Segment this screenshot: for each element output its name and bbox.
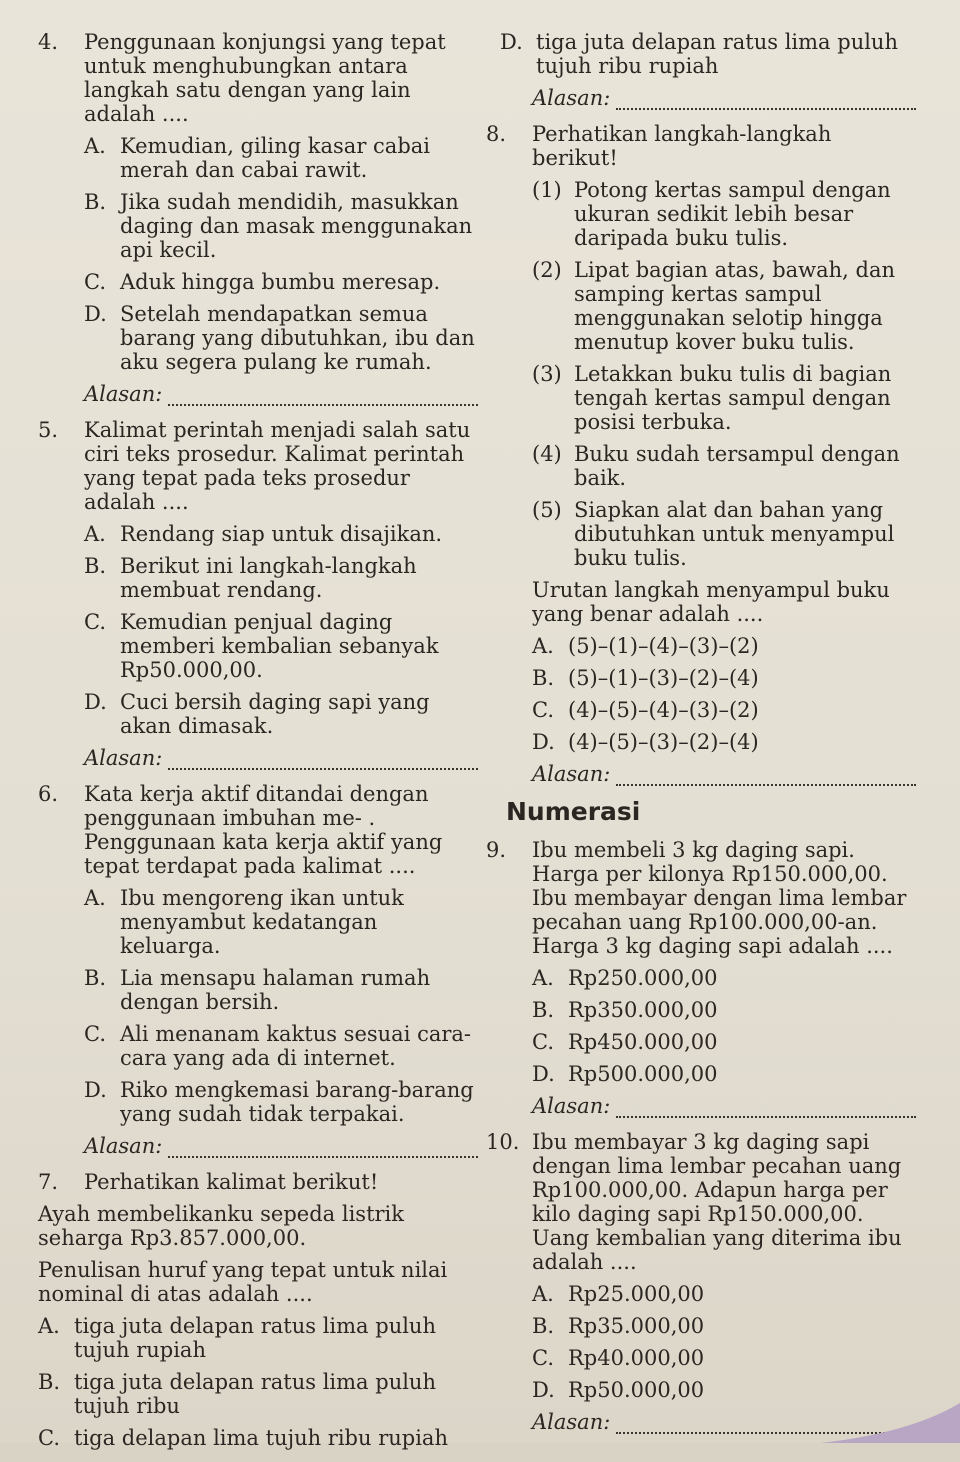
question-text: Ibu membeli 3 kg daging sapi. Harga per kilonya Rp150.000,00. Ibu membayar dengan lima lembar pecahan uang Rp100.000,00-an. Harga 3 kg daging sapi adalah .... <box>532 838 907 958</box>
question-number: 4. <box>38 30 59 54</box>
option-text: Ali menanam kaktus sesuai cara-cara yang ada di internet. <box>120 1022 472 1070</box>
option-letter: C. <box>532 698 554 722</box>
question-text: Ibu membayar 3 kg daging sapi dengan lima lembar pecahan uang Rp100.000,00. Adapun harga per kilo daging sapi Rp150.000,00. Uang kembalian yang diterima ibu adalah .... <box>532 1130 902 1274</box>
question-4 <box>38 30 478 406</box>
option-letter: C. <box>84 610 106 634</box>
question-7 <box>38 1170 478 1450</box>
option-text: Rp40.000,00 <box>568 1346 705 1370</box>
question-quote: Ayah membelikanku sepeda listrik seharga Rp3.857.000,00. <box>38 1202 404 1250</box>
option-text: Rp50.000,00 <box>568 1378 705 1402</box>
question-number: 5. <box>38 418 59 442</box>
left-column <box>38 30 478 1462</box>
option-b[interactable] <box>84 190 478 262</box>
options <box>532 966 916 1086</box>
option-letter: C. <box>532 1346 554 1370</box>
step-5 <box>532 498 916 570</box>
option-letter: A. <box>84 886 106 910</box>
option-letter: A. <box>532 1282 554 1306</box>
option-text: (4)–(5)–(3)–(2)–(4) <box>568 730 759 754</box>
option-c[interactable] <box>84 270 478 294</box>
question-prompt: Urutan langkah menyampul buku yang benar adalah .... <box>532 578 890 626</box>
step-text: Siapkan alat dan bahan yang dibutuhkan untuk menyampul buku tulis. <box>574 498 895 570</box>
step-4 <box>532 442 916 490</box>
option-d[interactable] <box>500 30 916 78</box>
question-8 <box>486 122 916 786</box>
option-letter: D. <box>500 30 523 54</box>
option-text: Aduk hingga bumbu meresap. <box>120 270 441 294</box>
question-number: 9. <box>486 838 507 862</box>
step-number: (2) <box>532 258 562 282</box>
option-d[interactable] <box>84 1078 478 1126</box>
option-letter: C. <box>84 1022 106 1046</box>
option-c[interactable] <box>532 1030 916 1054</box>
option-text: (5)–(1)–(4)–(3)–(2) <box>568 634 759 658</box>
option-text: Rp250.000,00 <box>568 966 718 990</box>
answer-line[interactable] <box>616 766 916 786</box>
option-text: Rp450.000,00 <box>568 1030 718 1054</box>
options <box>84 134 478 374</box>
question-text: Perhatikan langkah-langkah berikut! <box>532 122 832 170</box>
option-text: Rp25.000,00 <box>568 1282 705 1306</box>
option-text: Setelah mendapatkan semua barang yang dibutuhkan, ibu dan aku segera pulang ke rumah. <box>120 302 475 374</box>
option-letter: A. <box>38 1314 60 1338</box>
question-text: Kalimat perintah menjadi salah satu ciri teks prosedur. Kalimat perintah yang tepat pada teks prosedur adalah .... <box>84 418 471 514</box>
option-b[interactable] <box>532 998 916 1022</box>
option-c[interactable] <box>84 1022 478 1070</box>
option-letter: A. <box>532 634 554 658</box>
answer-line[interactable] <box>616 90 916 110</box>
option-text: Rp350.000,00 <box>568 998 718 1022</box>
section-title: Numerasi <box>506 797 641 826</box>
options <box>84 886 478 1126</box>
step-text: Potong kertas sampul dengan ukuran sedikit lebih besar daripada buku tulis. <box>574 178 891 250</box>
alasan-field[interactable] <box>84 382 478 406</box>
step-number: (5) <box>532 498 562 522</box>
step-text: Buku sudah tersampul dengan baik. <box>574 442 900 490</box>
question-prompt: Penulisan huruf yang tepat untuk nilai nominal di atas adalah .... <box>38 1258 448 1306</box>
alasan-field[interactable] <box>532 86 916 110</box>
option-b[interactable] <box>38 1370 478 1418</box>
question-number: 6. <box>38 782 59 806</box>
option-text: Riko mengkemasi barang-barang yang sudah tidak terpakai. <box>120 1078 474 1126</box>
step-text: Letakkan buku tulis di bagian tengah kertas sampul dengan posisi terbuka. <box>574 362 892 434</box>
option-a[interactable] <box>532 634 916 658</box>
question-number: 7. <box>38 1170 59 1194</box>
option-text: tiga juta delapan ratus lima puluh tujuh rupiah <box>74 1314 436 1362</box>
option-letter: D. <box>84 690 107 714</box>
option-text: Kemudian penjual daging memberi kembalian sebanyak Rp50.000,00. <box>120 610 439 682</box>
option-a[interactable] <box>532 966 916 990</box>
option-c[interactable] <box>84 610 478 682</box>
option-b[interactable] <box>532 666 916 690</box>
option-letter: B. <box>532 998 555 1022</box>
option-text: tiga delapan lima tujuh ribu rupiah <box>74 1426 448 1450</box>
question-number: 8. <box>486 122 507 146</box>
option-text: Ibu mengoreng ikan untuk menyambut kedatangan keluarga. <box>120 886 404 958</box>
alasan-field[interactable] <box>532 1094 916 1118</box>
option-b[interactable] <box>532 1314 916 1338</box>
option-b[interactable] <box>84 966 478 1014</box>
alasan-field[interactable] <box>84 1134 478 1158</box>
option-letter: A. <box>84 522 106 546</box>
answer-line[interactable] <box>168 386 478 406</box>
options <box>532 1282 916 1402</box>
options <box>38 1314 478 1450</box>
option-d[interactable] <box>532 1062 916 1086</box>
option-letter: A. <box>84 134 106 158</box>
answer-line[interactable] <box>168 750 478 770</box>
option-text: tiga juta delapan ratus lima puluh tujuh ribu rupiah <box>536 30 898 78</box>
answer-line[interactable] <box>616 1098 916 1118</box>
option-letter: D. <box>532 1062 555 1086</box>
step-number: (3) <box>532 362 562 386</box>
option-text: Rp35.000,00 <box>568 1314 705 1338</box>
option-letter: A. <box>532 966 554 990</box>
options <box>532 634 916 754</box>
alasan-label: Alasan: <box>532 86 611 110</box>
option-a[interactable] <box>84 522 478 546</box>
option-text: (5)–(1)–(3)–(2)–(4) <box>568 666 759 690</box>
option-text: tiga juta delapan ratus lima puluh tujuh ribu <box>74 1370 436 1418</box>
question-9 <box>486 838 916 1118</box>
step-list <box>532 178 916 570</box>
alasan-label: Alasan: <box>532 1410 611 1434</box>
step-3 <box>532 362 916 434</box>
alasan-label: Alasan: <box>532 762 611 786</box>
option-text: Kemudian, giling kasar cabai merah dan cabai rawit. <box>120 134 430 182</box>
alasan-label: Alasan: <box>84 382 163 406</box>
question-number: 10. <box>486 1130 520 1154</box>
option-text: Lia mensapu halaman rumah dengan bersih. <box>120 966 431 1014</box>
step-number: (1) <box>532 178 562 202</box>
question-5 <box>38 418 478 770</box>
question-text: Kata kerja aktif ditandai dengan penggunaan imbuhan me- . Penggunaan kata kerja aktif yang tepat terdapat pada kalimat .... <box>84 782 443 878</box>
option-b[interactable] <box>84 554 478 602</box>
option-a[interactable] <box>84 886 478 958</box>
option-c[interactable] <box>38 1426 478 1450</box>
alasan-field[interactable] <box>84 746 478 770</box>
step-2 <box>532 258 916 354</box>
option-letter: C. <box>84 270 106 294</box>
right-column <box>486 30 916 1446</box>
option-text: Rp500.000,00 <box>568 1062 718 1086</box>
option-text: (4)–(5)–(4)–(3)–(2) <box>568 698 759 722</box>
option-text: Rendang siap untuk disajikan. <box>120 522 443 546</box>
option-d[interactable] <box>532 730 916 754</box>
option-d[interactable] <box>84 302 478 374</box>
question-text: Penggunaan konjungsi yang tepat untuk menghubungkan antara langkah satu dengan yang lain adalah .... <box>84 30 446 126</box>
step-text: Lipat bagian atas, bawah, dan samping kertas sampul menggunakan selotip hingga menutup kover buku tulis. <box>574 258 896 354</box>
option-letter: B. <box>84 966 107 990</box>
option-letter: C. <box>532 1030 554 1054</box>
option-letter: C. <box>38 1426 60 1450</box>
alasan-label: Alasan: <box>532 1094 611 1118</box>
option-d[interactable] <box>532 1378 916 1402</box>
step-1 <box>532 178 916 250</box>
option-letter: B. <box>532 1314 555 1338</box>
options <box>84 522 478 738</box>
option-a[interactable] <box>84 134 478 182</box>
option-d[interactable] <box>84 690 478 738</box>
option-letter: B. <box>84 554 107 578</box>
option-c[interactable] <box>532 1346 916 1370</box>
option-letter: D. <box>532 730 555 754</box>
option-text: Cuci bersih daging sapi yang akan dimasak. <box>120 690 430 738</box>
option-c[interactable] <box>532 698 916 722</box>
question-10 <box>486 1130 916 1434</box>
question-text: Perhatikan kalimat berikut! <box>84 1170 379 1194</box>
option-a[interactable] <box>532 1282 916 1306</box>
option-letter: D. <box>84 1078 107 1102</box>
option-letter: B. <box>84 190 107 214</box>
option-a[interactable] <box>38 1314 478 1362</box>
alasan-label: Alasan: <box>84 746 163 770</box>
alasan-field[interactable] <box>532 762 916 786</box>
answer-line[interactable] <box>168 1138 478 1158</box>
page-curl-decoration <box>820 1403 960 1443</box>
question-7-continued <box>486 30 916 110</box>
option-letter: D. <box>84 302 107 326</box>
option-text: Jika sudah mendidih, masukkan daging dan masak menggunakan api kecil. <box>120 190 473 262</box>
option-letter: B. <box>532 666 555 690</box>
alasan-label: Alasan: <box>84 1134 163 1158</box>
option-text: Berikut ini langkah-langkah membuat rendang. <box>120 554 417 602</box>
option-letter: B. <box>38 1370 61 1394</box>
option-letter: D. <box>532 1378 555 1402</box>
step-number: (4) <box>532 442 562 466</box>
question-6 <box>38 782 478 1158</box>
